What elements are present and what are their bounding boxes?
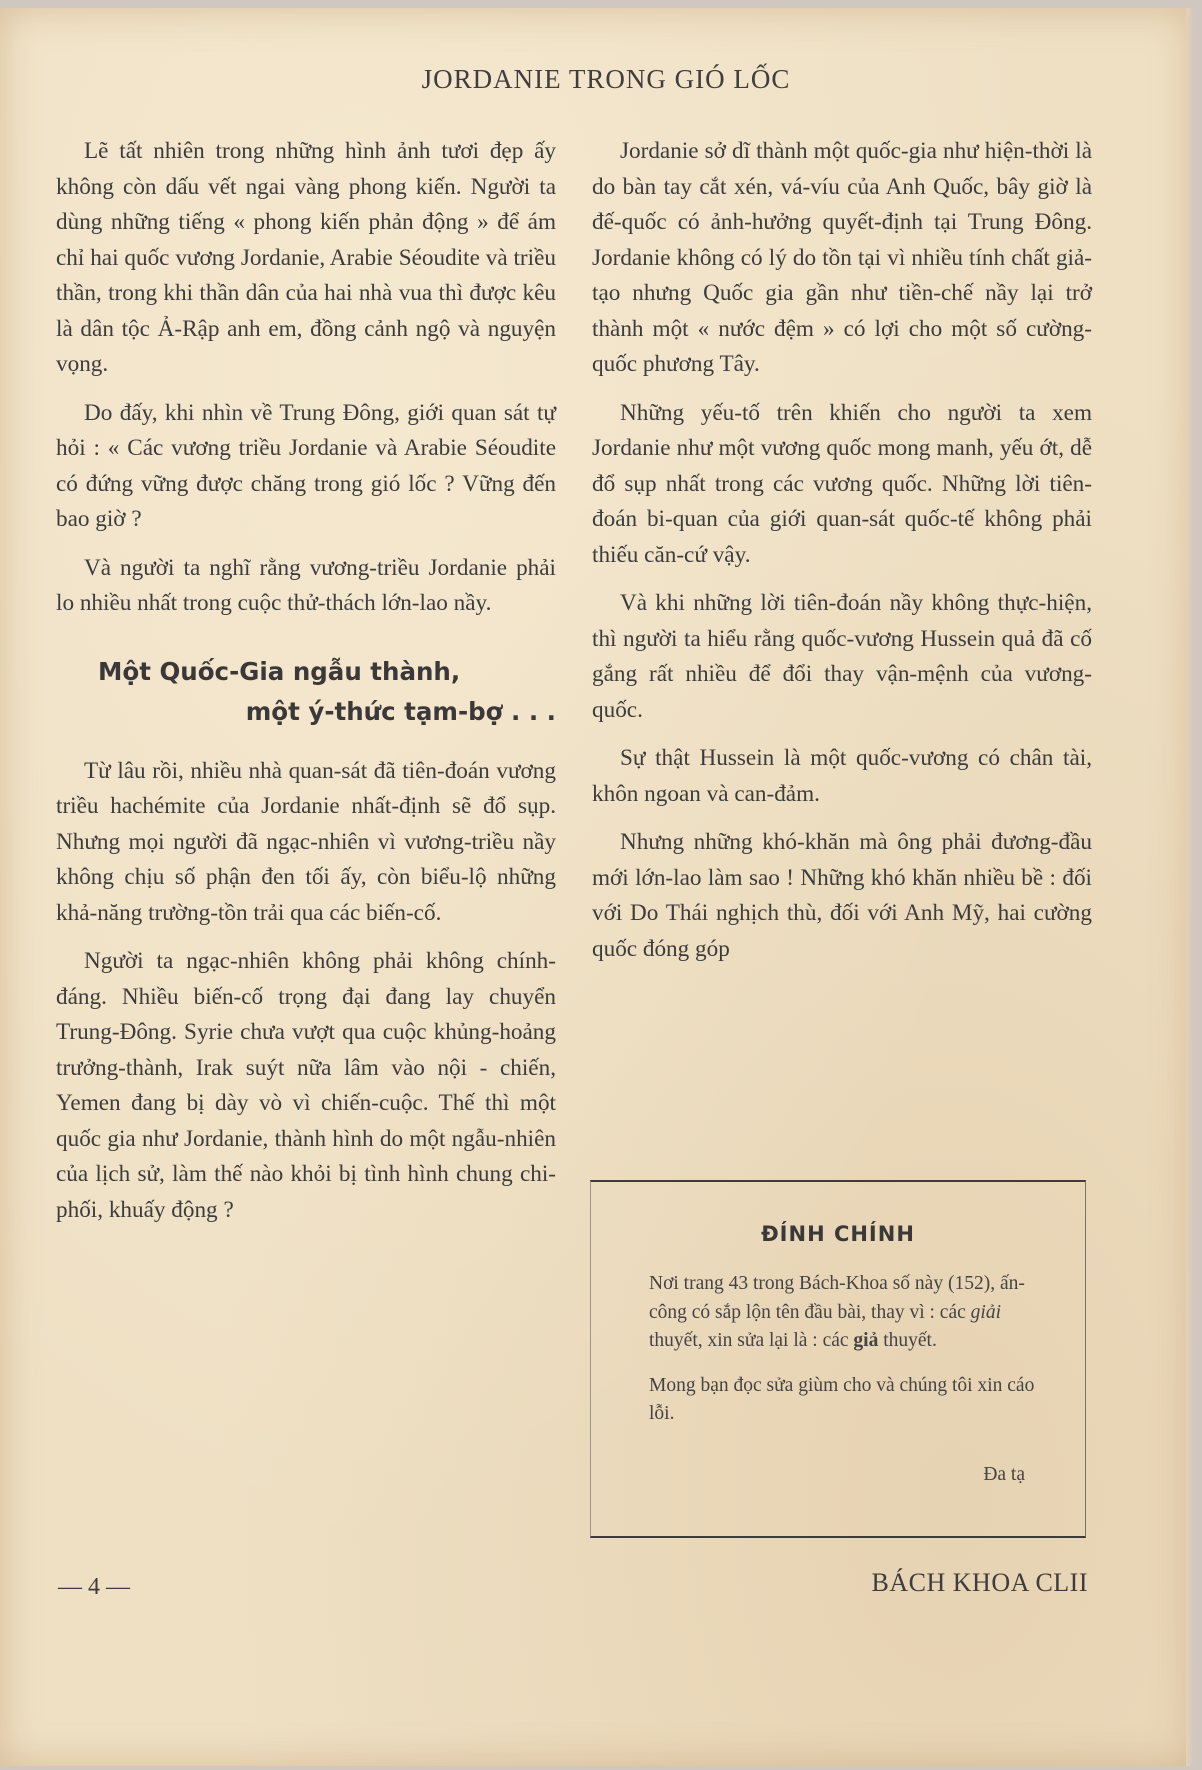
correction-text: thuyết. — [878, 1330, 937, 1351]
correction-text: thuyết, xin sửa lại là : các — [649, 1330, 854, 1351]
subheading-line-1: Một Quốc-Gia ngẫu thành, — [98, 656, 461, 686]
correction-text: Nơi trang 43 trong Bách-Khoa số này (152), ấn-công có sắp lộn tên đầu bài, thay vì : các — [649, 1273, 1025, 1323]
left-column — [56, 134, 556, 1241]
paragraph: Do đấy, khi nhìn về Trung Đông, giới quan sát tự hỏi : « Các vương triều Jordanie và Arabie Séoudite có đứng vững được chăng trong gió lốc ? Vững đến bao giờ ? — [56, 399, 556, 532]
correction-wrong-word: giải — [970, 1301, 1001, 1323]
paragraph: Và người ta nghĩ rằng vương-triều Jordanie phải lo nhiều nhất trong cuộc thử-thách lớn-lao nầy. — [56, 554, 556, 616]
paragraph: Và khi những lời tiên-đoán nầy không thực-hiện, thì người ta hiểu rằng quốc-vương Hussein quả đã cố gắng rất nhiều để đổi thay vận-mệnh của vương-quốc. — [592, 590, 1092, 723]
page-edge — [1186, 8, 1194, 1766]
running-head: JORDANIE TRONG GIÓ LỐC — [421, 64, 791, 94]
correction-paragraph-2: Mong bạn đọc sửa giùm cho và chúng tôi xin cáo lỗi. — [649, 1374, 1035, 1424]
paragraph: Những yếu-tố trên khiến cho người ta xem Jordanie như một vương quốc mong manh, yếu ớt, dễ đổ sụp nhất trong các vương quốc. Những lời tiên-đoán bi-quan của giới quan-sát quốc-tế không phải thiếu căn-cứ vậy. — [592, 399, 1092, 568]
correction-title: ĐÍNH CHÍNH — [761, 1222, 915, 1246]
paragraph: Nhưng những khó-khăn mà ông phải đương-đầu mới lớn-lao làm sao ! Những khó khăn nhiều bề : đối với Do Thái nghịch thù, đối với Anh Mỹ, hai cường quốc đóng góp — [592, 829, 1092, 962]
correction-signature: Đa tạ — [983, 1464, 1025, 1485]
journal-name: BÁCH KHOA CLII — [871, 1568, 1088, 1597]
paragraph: Sự thật Hussein là một quốc-vương có chân tài, khôn ngoan và can-đảm. — [592, 745, 1092, 807]
magazine-page — [0, 8, 1192, 1766]
correction-paragraph-1 — [649, 1270, 1057, 1356]
section-subheading — [56, 652, 556, 732]
page-number: — 4 — — [58, 1574, 130, 1600]
paragraph: Lẽ tất nhiên trong những hình ảnh tươi đẹp ấy không còn dấu vết ngai vàng phong kiến. Người ta dùng những tiếng « phong kiến phản động » để ám chỉ hai quốc vương Jordanie, Arabie Séoudite và triều thần, trong khi thần dân của hai nhà vua thì được kêu là dân tộc Ả-Rập anh em, đồng cảnh ngộ và nguyện vọng. — [56, 138, 556, 377]
paragraph: Jordanie sở dĩ thành một quốc-gia như hiện-thời là do bàn tay cắt xén, vá-víu của Anh Quốc, bây giờ là đế-quốc có ảnh-hưởng quyết-định tại Trung Đông. Jordanie không có lý do tồn tại vì nhiều tính chất giả-tạo nhưng Quốc gia gần như tiền-chế nầy lại trở thành một « nước đệm » có lợi cho một số cường-quốc phương Tây. — [592, 138, 1092, 377]
correction-box — [590, 1180, 1086, 1538]
right-column — [592, 134, 1092, 980]
correction-body — [649, 1270, 1057, 1445]
paragraph: Người ta ngạc-nhiên không phải không chính-đáng. Nhiều biến-cố trọng đại đang lay chuyển Trung-Đông. Syrie chưa vượt qua cuộc khủng-hoảng trưởng-thành, Irak suýt nữa lâm vào nội - chiến, Yemen đang bị dày vò vì chiến-cuộc. Thế thì một quốc gia như Jordanie, thành hình do một ngẫu-nhiên của lịch sử, làm thế nào khỏi bị tình hình chung chi-phối, khuấy động ? — [56, 948, 556, 1223]
subheading-line-2: một ý-thức tạm-bợ . . . — [245, 696, 556, 726]
correction-right-word: giả — [853, 1330, 879, 1351]
paragraph: Từ lâu rồi, nhiều nhà quan-sát đã tiên-đoán vương triều hachémite của Jordanie nhất-định sẽ đổ sụp. Nhưng mọi người đã ngạc-nhiên vì vương-triều nầy không chịu số phận đen tối ấy, còn biểu-lộ những khả-năng trường-tồn trải qua các biến-cố. — [56, 757, 556, 926]
